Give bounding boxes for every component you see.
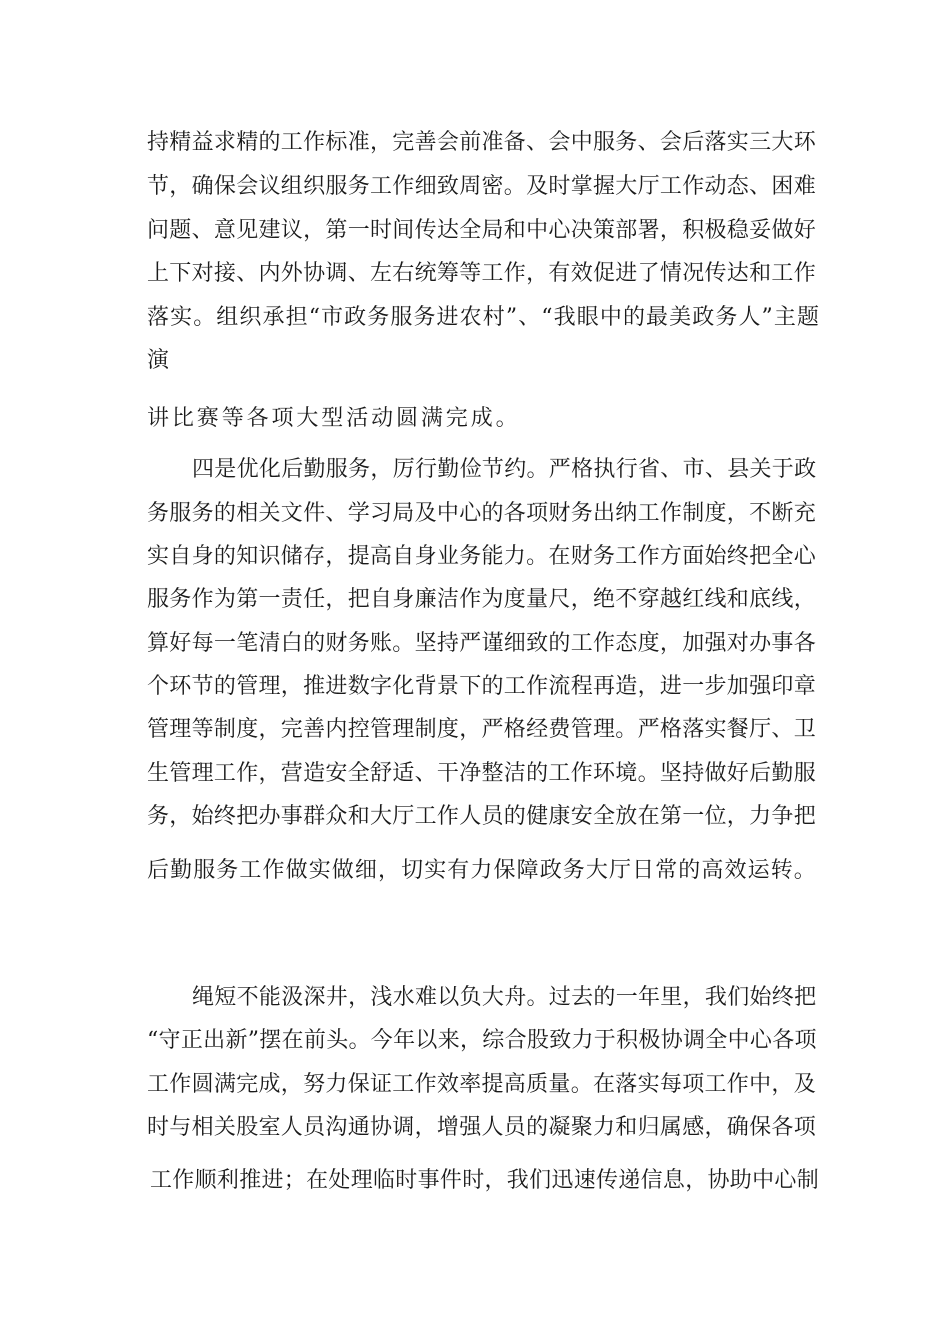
text-line: 演 [147, 348, 172, 373]
section-heading [192, 931, 852, 961]
text-line: 上下对接、内外协调、左右统筹等工作，有效促进了情况传达和工作 [147, 261, 817, 286]
text-line: 务服务的相关文件、学习局及中心的各项财务出纳工作制度，不断充 [147, 501, 817, 526]
text-line: 工作顺利推进；在处理临时事件时，我们迅速传递信息，协助中心制 [150, 1168, 820, 1193]
text-line: 持精益求精的工作标准，完善会前准备、会中服务、会后落实三大环 [147, 130, 817, 155]
text-line: 讲比赛等各项大型活动圆满完成。 [147, 406, 521, 431]
text-line: “守正出新”摆在前头。今年以来，综合股致力于积极协调全中心各项 [147, 1028, 817, 1053]
text-line: 工作圆满完成，努力保证工作效率提高质量。在落实每项工作中，及 [147, 1072, 817, 1097]
text-line: 管理等制度，完善内控管理制度，严格经费管理。严格落实餐厅、卫 [147, 717, 817, 742]
paragraph-first-line: 四是优化后勤服务，厉行勤俭节约。严格执行省、市、县关于政 [192, 457, 817, 482]
text-line: 生管理工作，营造安全舒适、干净整洁的工作环境。坚持做好后勤服 [147, 761, 817, 786]
text-line: 务，始终把办事群众和大厅工作人员的健康安全放在第一位，力争把 [147, 804, 817, 829]
text-line: 节，确保会议组织服务工作细致周密。及时掌握大厅工作动态、困难 [147, 174, 817, 199]
text-line: 实自身的知识储存，提高自身业务能力。在财务工作方面始终把全心 [147, 544, 817, 569]
text-line: 算好每一笔清白的财务账。坚持严谨细致的工作态度，加强对办事各 [147, 631, 817, 656]
text-line: 后勤服务工作做实做细，切实有力保障政务大厅日常的高效运转。 [147, 858, 817, 883]
text-line: 服务作为第一责任，把自身廉洁作为度量尺，绝不穿越红线和底线， [147, 587, 817, 612]
text-line: 落实。组织承担“市政务服务进农村”、“我眼中的最美政务人”主题 [147, 305, 821, 330]
text-line: 个环节的管理，推进数字化背景下的工作流程再造，进一步加强印章 [147, 674, 817, 699]
text-line: 问题、意见建议，第一时间传达全局和中心决策部署，积极稳妥做好 [147, 218, 817, 243]
text-line: 时与相关股室人员沟通协调，增强人员的凝聚力和归属感，确保各项 [147, 1115, 817, 1140]
paragraph-first-line: 绳短不能汲深井，浅水难以负大舟。过去的一年里，我们始终把 [192, 985, 817, 1010]
